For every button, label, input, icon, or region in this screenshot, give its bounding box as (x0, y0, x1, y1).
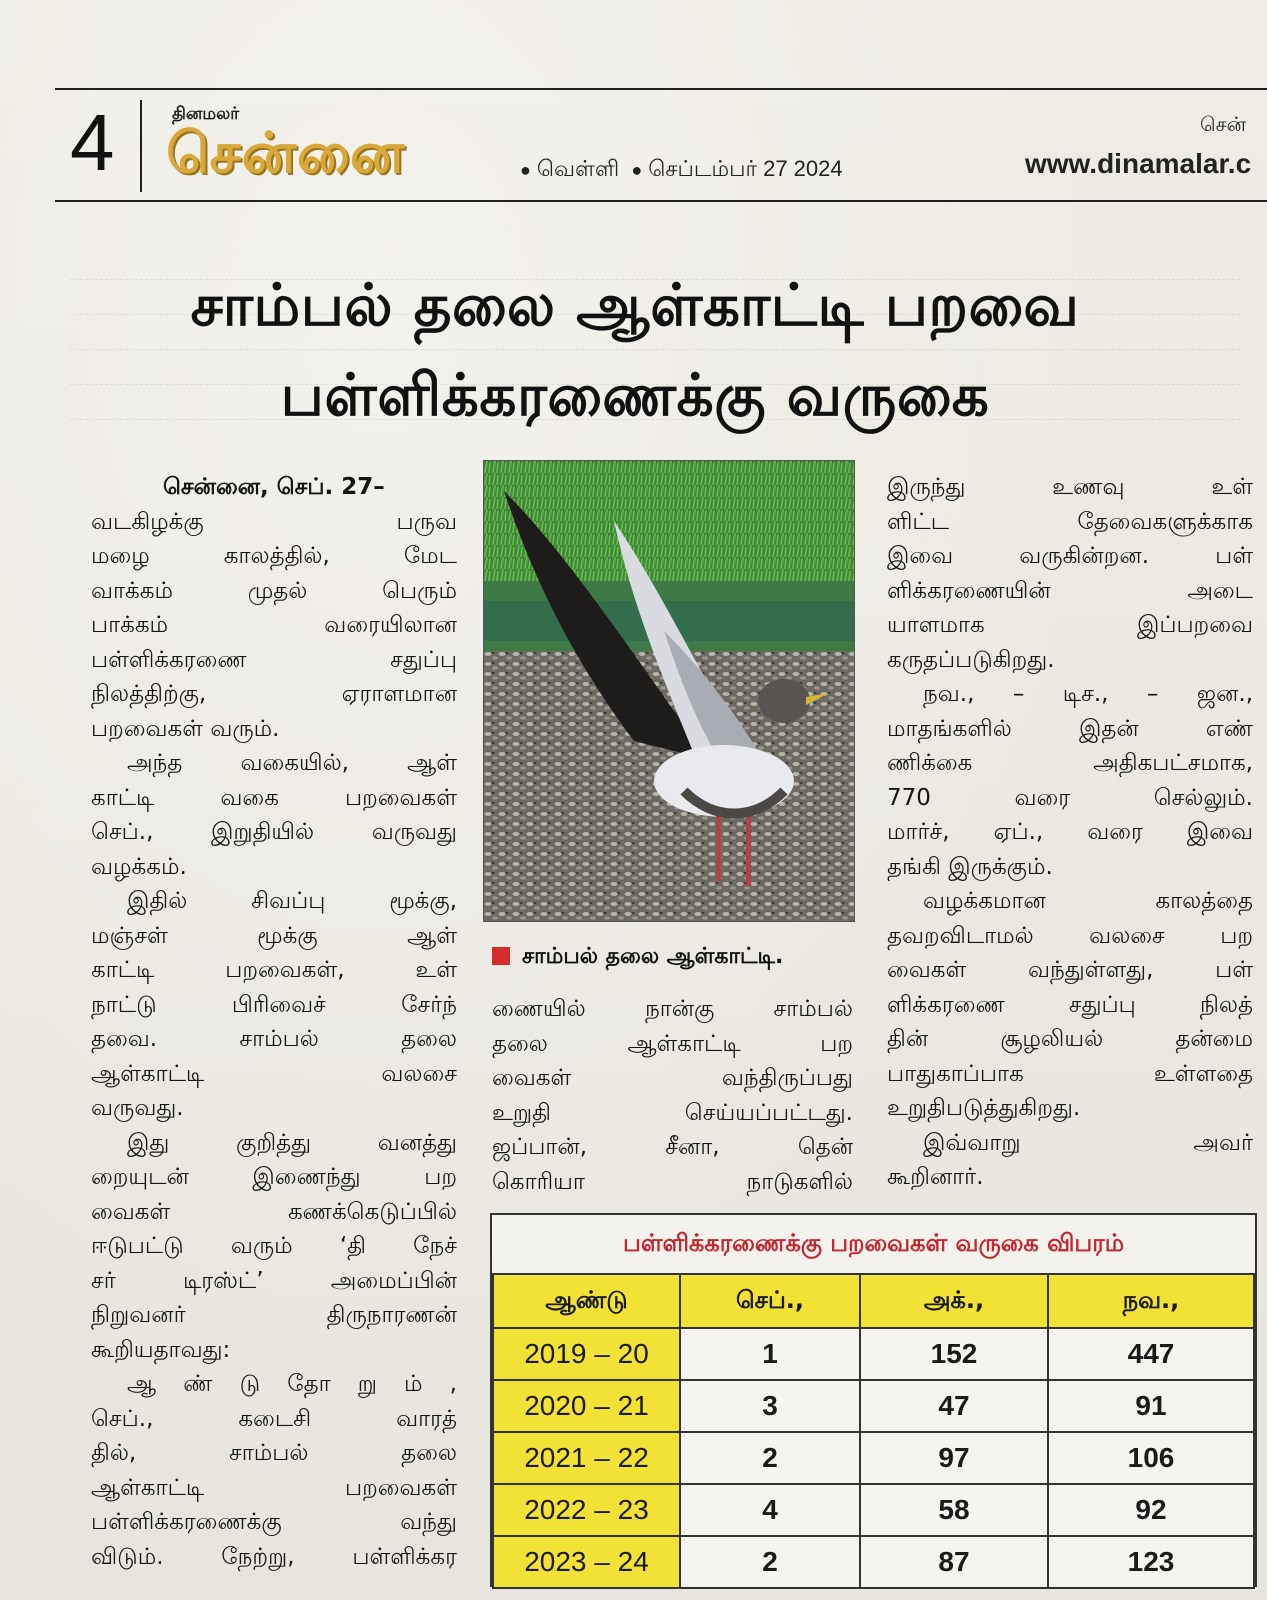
count-cell: 92 (1048, 1484, 1254, 1536)
article-line: வடகிழக்கு பருவ (91, 508, 457, 535)
issue-date (520, 156, 843, 185)
bird-photo (483, 460, 855, 922)
masthead-top-rule (55, 88, 1267, 90)
table-row (493, 1536, 1254, 1588)
article-line: அந்த வகையில், ஆள் (127, 750, 457, 776)
article-line: நவ., – டிச., – ஜன., (923, 681, 1253, 707)
table-row (493, 1328, 1254, 1380)
article-line: வாக்கம் முதல் பெரும் (91, 577, 457, 604)
year-cell: 2019 – 20 (493, 1328, 680, 1380)
article-line: கூறினார். (887, 1164, 984, 1190)
article-line: இவை வருகின்றன. பள் (887, 543, 1253, 569)
article-column-1 (91, 470, 457, 1574)
article-line: உறுதிபடுத்துகிறது. (887, 1095, 1081, 1121)
article-line: ளிக்கரணை சதுப்பு நிலத் (887, 991, 1253, 1018)
article-line: வருவது. (91, 1095, 184, 1121)
article-line: தின் சூழலியல் தன்மை (887, 1026, 1253, 1052)
article-line: தவறவிடாமல் வலசை பற (887, 922, 1253, 949)
table-title: பள்ளிக்கரணைக்கு பறவைகள் வருகை விபரம் (622, 1229, 1125, 1257)
article-line: விடும். நேற்று, பள்ளிக்கர (91, 1543, 457, 1570)
article-line: தலை ஆள்காட்டி பற (492, 1030, 853, 1057)
brand-city-logo: சென்னை (166, 121, 406, 186)
article-line: இருந்து உணவு உள் (887, 474, 1253, 500)
count-cell: 152 (860, 1328, 1048, 1380)
year-cell: 2023 – 24 (493, 1536, 680, 1588)
grey-headed-lapwing-image (484, 461, 854, 921)
article-line: ளிக்கரணையின் அடை (887, 577, 1253, 604)
article-line: பள்ளிக்கரணை சதுப்பு (91, 646, 457, 673)
article-line: கருதப்படுகிறது. (887, 646, 1055, 673)
article-line: ஈடுபட்டு வரும் ‘தி நேச் (91, 1233, 457, 1259)
article-line: கொரியா நாடுகளில் (492, 1168, 853, 1195)
bullet-icon: ● (631, 160, 643, 180)
masthead-divider (140, 100, 142, 192)
article-line: கூறியதாவது: (91, 1336, 231, 1363)
table-row (493, 1432, 1254, 1484)
count-cell: 3 (680, 1380, 860, 1432)
article-line: ளிட்ட தேவைகளுக்காக (887, 508, 1253, 535)
page-number: 4 (70, 98, 115, 187)
article-line: பாதுகாப்பாக உள்ளதை (887, 1060, 1253, 1087)
count-cell: 97 (860, 1432, 1048, 1484)
article-line: வைகள் வந்துள்ளது, பள் (887, 957, 1253, 983)
article-line: மஞ்சள் மூக்கு ஆள் (91, 922, 457, 949)
count-cell: 123 (1048, 1536, 1254, 1588)
article-line: செப்., இறுதியில் வருவது (91, 819, 457, 845)
article-line: பள்ளிக்கரணைக்கு வந்து (91, 1509, 457, 1535)
brand-name: தினமலர் (172, 104, 240, 124)
article-line: ஆள்காட்டி பறவைகள் (91, 1474, 457, 1501)
article-line: தங்கி இருக்கும். (887, 853, 1053, 880)
article-line: வைகள் வந்திருப்பது (492, 1065, 853, 1091)
count-cell: 447 (1048, 1328, 1254, 1380)
count-cell: 1 (680, 1328, 860, 1380)
table-header-row (493, 1274, 1254, 1328)
bird-arrival-table (492, 1273, 1255, 1589)
article-line: காட்டி வகை பறவைகள் (91, 784, 457, 811)
article-line: வழக்கம். (91, 853, 187, 880)
article-line: நாட்டு பிரிவைச் சேர்ந் (91, 991, 457, 1018)
table-row (493, 1484, 1254, 1536)
article-line: நிறுவனர் திருநாரணன் (91, 1302, 457, 1328)
article-line: றையுடன் இணைந்து பற (91, 1164, 457, 1190)
article-line: நிலத்திற்கு, ஏராளமான (91, 681, 457, 707)
year-cell: 2021 – 22 (493, 1432, 680, 1484)
article-column-3 (887, 470, 1253, 1195)
masthead-bottom-rule (55, 200, 1267, 202)
article-line: 770 வரை செல்லும். (887, 784, 1253, 811)
headline-line-1: சாம்பல் தலை ஆள்காட்டி பறவை (190, 271, 1080, 339)
photo-caption (492, 944, 783, 972)
article-line: சர் டிரஸ்ட்’ அமைப்பின் (91, 1267, 457, 1294)
bullet-icon: ● (520, 160, 531, 180)
article-line: ஜப்பான், சீனா, தென் (492, 1134, 853, 1160)
edition-label: சென் (1200, 112, 1247, 136)
caption-marker-icon (492, 947, 510, 965)
article-line: மழை காலத்தில், மேட (91, 543, 457, 569)
article-line: மாதங்களில் இதன் எண் (887, 715, 1253, 742)
article-line: இதில் சிவப்பு மூக்கு, (127, 888, 457, 914)
header-nov: நவ., (1048, 1274, 1254, 1328)
header-oct: அக்., (860, 1274, 1048, 1328)
count-cell: 58 (860, 1484, 1048, 1536)
bird-arrival-table-box (490, 1213, 1257, 1587)
article-line: வழக்கமான காலத்தை (923, 888, 1253, 914)
article-line: ஆள்காட்டி வலசை (91, 1060, 457, 1087)
article-line: வைகள் கணக்கெடுப்பில் (91, 1198, 457, 1225)
header-year: ஆண்டு (493, 1274, 680, 1328)
article-dateline: சென்னை, செப். 27– (163, 474, 385, 500)
count-cell: 106 (1048, 1432, 1254, 1484)
count-cell: 2 (680, 1432, 860, 1484)
article-line: ணையில் நான்கு சாம்பல் (492, 996, 853, 1022)
headline-line-2: பள்ளிக்கரணைக்கு வருகை (280, 361, 990, 429)
article-line: தவை. சாம்பல் தலை (91, 1026, 457, 1052)
article-line: பறவைகள் வரும். (91, 715, 280, 742)
article-line: தில், சாம்பல் தலை (91, 1440, 457, 1466)
count-cell: 47 (860, 1380, 1048, 1432)
issue-date-text: செப்டம்பர் 27 2024 (648, 156, 843, 181)
article-line: மார்ச், ஏப்., வரை இவை (887, 819, 1253, 845)
article-line: பாக்கம் வரையிலான (91, 612, 457, 638)
count-cell: 87 (860, 1536, 1048, 1588)
year-cell: 2020 – 21 (493, 1380, 680, 1432)
caption-text: சாம்பல் தலை ஆள்காட்டி. (522, 944, 784, 969)
table-row (493, 1380, 1254, 1432)
article-line: இவ்வாறு அவர் (923, 1129, 1253, 1156)
article-line: ஆ ண் டு தோ று ம் , (127, 1371, 457, 1397)
article-line: யாளமாக இப்பறவை (887, 612, 1253, 638)
count-cell: 4 (680, 1484, 860, 1536)
article-line: காட்டி பறவைகள், உள் (91, 957, 457, 983)
count-cell: 2 (680, 1536, 860, 1588)
article-line: இது குறித்து வனத்து (127, 1129, 457, 1156)
article-line: உறுதி செய்யப்பட்டது. (492, 1099, 853, 1126)
header-sep: செப்., (680, 1274, 860, 1328)
website-url[interactable]: www.dinamalar.c (1025, 148, 1252, 179)
year-cell: 2022 – 23 (493, 1484, 680, 1536)
issue-day: வெள்ளி (536, 156, 620, 181)
article-line: ணிக்கை அதிகபட்சமாக, (887, 750, 1253, 776)
count-cell: 91 (1048, 1380, 1254, 1432)
article-column-2 (492, 992, 853, 1199)
article-line: செப்., கடைசி வாரத் (91, 1405, 457, 1432)
